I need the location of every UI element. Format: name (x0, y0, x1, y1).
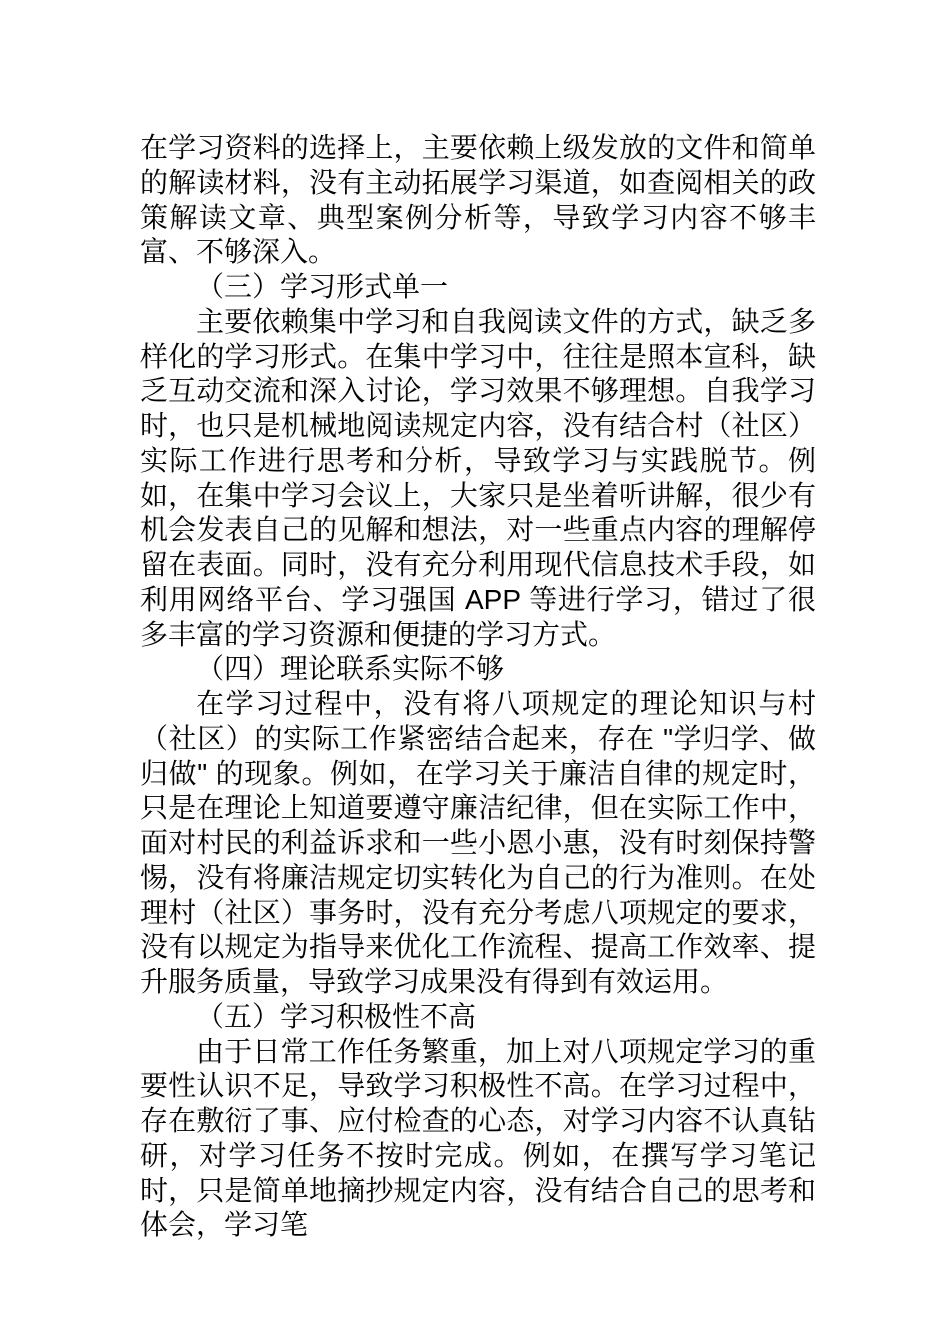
paragraph-section-4-theory-practice: 在学习过程中，没有将八项规定的理论知识与村（社区）的实际工作紧密结合起来，存在 "学归学、做归做" 的现象。例如，在学习关于廉洁自律的规定时，只是在理论上知道要遵守廉洁纪律，但在实际工作中，面对村民的利益诉求和一些小恩小惠，没有时刻保持警惕，没有将廉洁规定切实转化为自己的行为准则。在处理村（社区）事务时，没有充分考虑八项规定的要求，没有以规定为指导来优化工作流程、提高工作效率、提升服务质量，导致学习成果没有得到有效运用。 (140, 688, 816, 997)
paragraph-section-3-single-study-form: 主要依赖集中学习和自我阅读文件的方式，缺乏多样化的学习形式。在集中学习中，往往是照本宣科，缺乏互动交流和深入讨论，学习效果不够理想。自我学习时，也只是机械地阅读规定内容，没有结合村（社区）实际工作进行思考和分析，导致学习与实践脱节。例如，在集中学习会议上，大家只是坐着听讲解，很少有机会发表自己的见解和想法，对一些重点内容的理解停留在表面。同时，没有充分利用现代信息技术手段，如利用网络平台、学习强国 APP 等进行学习，错过了很多丰富的学习资源和便捷的学习方式。 (140, 305, 816, 650)
heading-section-3: （三）学习形式单一 (196, 271, 449, 302)
paragraph-section-5-low-motivation: 由于日常工作任务繁重，加上对八项规定学习的重要性认识不足，导致学习积极性不高。在学习过程中，存在敷衍了事、应付检查的心态，对学习内容不认真钻研，对学习任务不按时完成。例如，在撰写学习笔记时，只是简单地摘抄规定内容，没有结合自己的思考和体会，学习笔 (140, 1035, 816, 1241)
paragraph-learning-materials: 在学习资料的选择上，主要依赖上级发放的文件和简单的解读材料，没有主动拓展学习渠道，如查阅相关的政策解读文章、典型案例分析等，导致学习内容不够丰富、不够深入。 (140, 132, 816, 268)
heading-section-4: （四）理论联系实际不够 (196, 653, 505, 685)
document-content (140, 131, 816, 1243)
heading-section-5: （五）学习积极性不高 (196, 1000, 477, 1032)
